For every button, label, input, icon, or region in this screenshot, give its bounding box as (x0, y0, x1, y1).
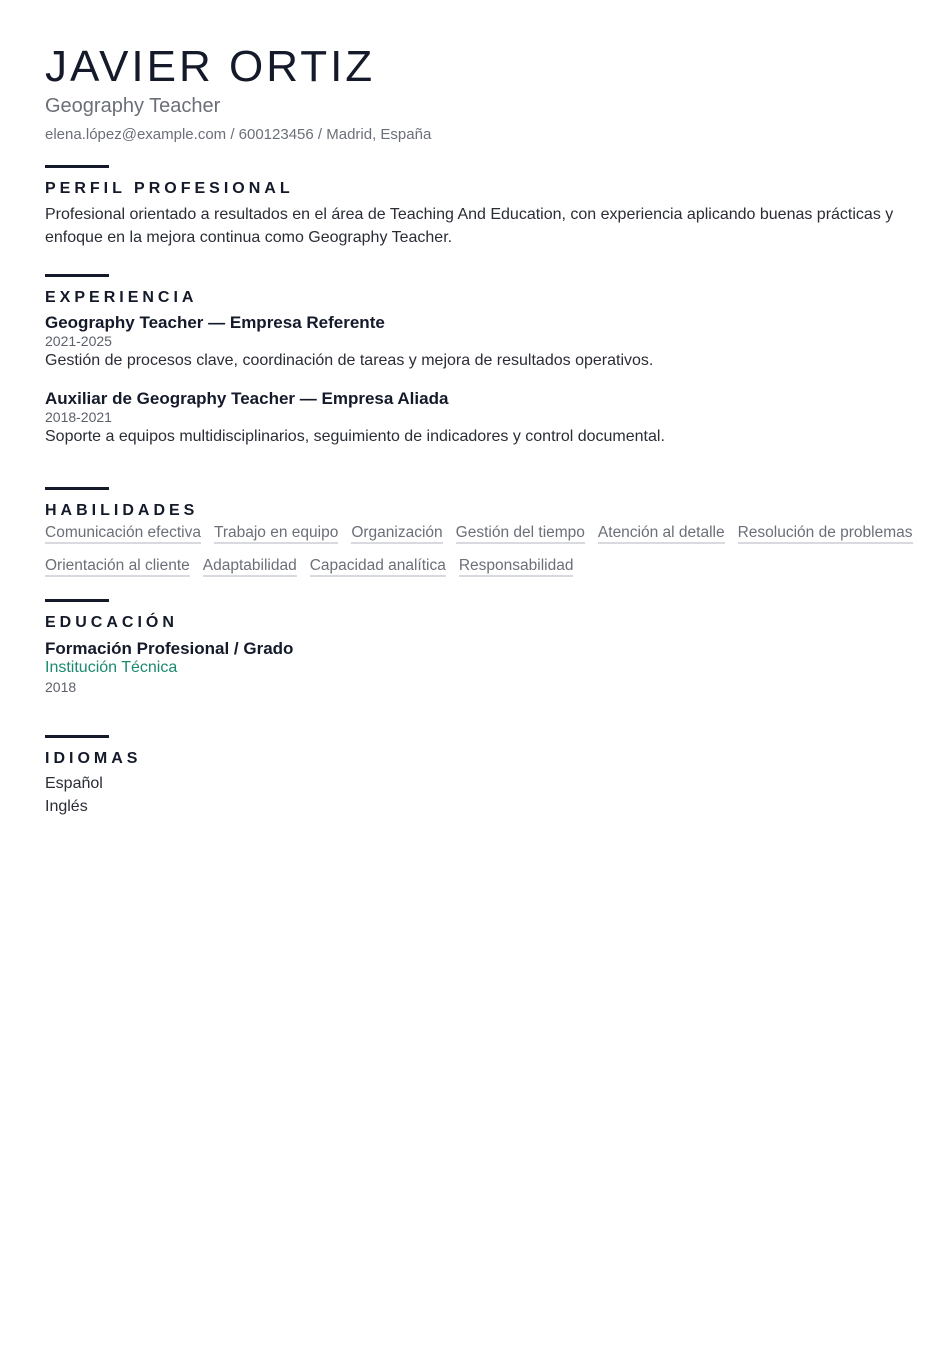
skill-tag: Adaptabilidad (203, 557, 297, 577)
section-divider (45, 735, 109, 738)
candidate-role: Geography Teacher (45, 95, 221, 117)
job-description: Gestión de procesos clave, coordinación de tareas y mejora de resultados operativos. (45, 352, 654, 369)
section-divider (45, 165, 109, 168)
section-divider (45, 487, 109, 490)
profile-text: Profesional orientado a resultados en el área de Teaching And Education, con experiencia aplicando buenas prácticas y enfoque en la mejora continua como Geography Teacher. (45, 206, 894, 246)
education-year: 2018 (45, 679, 77, 695)
skills-list (45, 524, 915, 577)
skill-tag: Capacidad analítica (310, 557, 446, 577)
education-institution: Institución Técnica (45, 659, 178, 676)
experience-item (45, 313, 907, 371)
education-degree: Formación Profesional / Grado (45, 639, 294, 658)
experience-heading: EXPERIENCIA (45, 289, 198, 306)
profile-heading: PERFIL PROFESIONAL (45, 180, 294, 197)
education-section (45, 599, 907, 697)
section-divider (45, 599, 109, 602)
skills-section (45, 487, 913, 577)
profile-section (45, 165, 907, 249)
job-dates: 2021-2025 (45, 333, 112, 349)
education-heading: EDUCACIÓN (45, 614, 178, 631)
skill-tag: Responsabilidad (459, 557, 574, 577)
language-item: Inglés (45, 798, 88, 815)
job-title: Auxiliar de Geography Teacher — Empresa Aliada (45, 389, 449, 408)
candidate-name: JAVIER ORTIZ (45, 42, 376, 91)
skill-tag: Trabajo en equipo (214, 524, 338, 544)
experience-section (45, 274, 907, 447)
experience-item (45, 389, 907, 447)
job-description: Soporte a equipos multidisciplinarios, seguimiento de indicadores y control documental. (45, 428, 665, 445)
languages-heading: IDIOMAS (45, 750, 142, 767)
language-item: Español (45, 775, 103, 792)
skill-tag: Comunicación efectiva (45, 524, 201, 544)
job-title: Geography Teacher — Empresa Referente (45, 313, 385, 332)
skill-tag: Atención al detalle (598, 524, 725, 544)
skill-tag: Organización (351, 524, 442, 544)
contact-line: elena.lópez@example.com / 600123456 / Madrid, España (45, 126, 432, 143)
section-divider (45, 274, 109, 277)
skill-tag: Orientación al cliente (45, 557, 190, 577)
skill-tag: Gestión del tiempo (456, 524, 585, 544)
skills-heading: HABILIDADES (45, 502, 199, 519)
languages-section (45, 735, 907, 818)
skill-tag: Resolución de problemas (738, 524, 913, 544)
job-dates: 2018-2021 (45, 409, 112, 425)
